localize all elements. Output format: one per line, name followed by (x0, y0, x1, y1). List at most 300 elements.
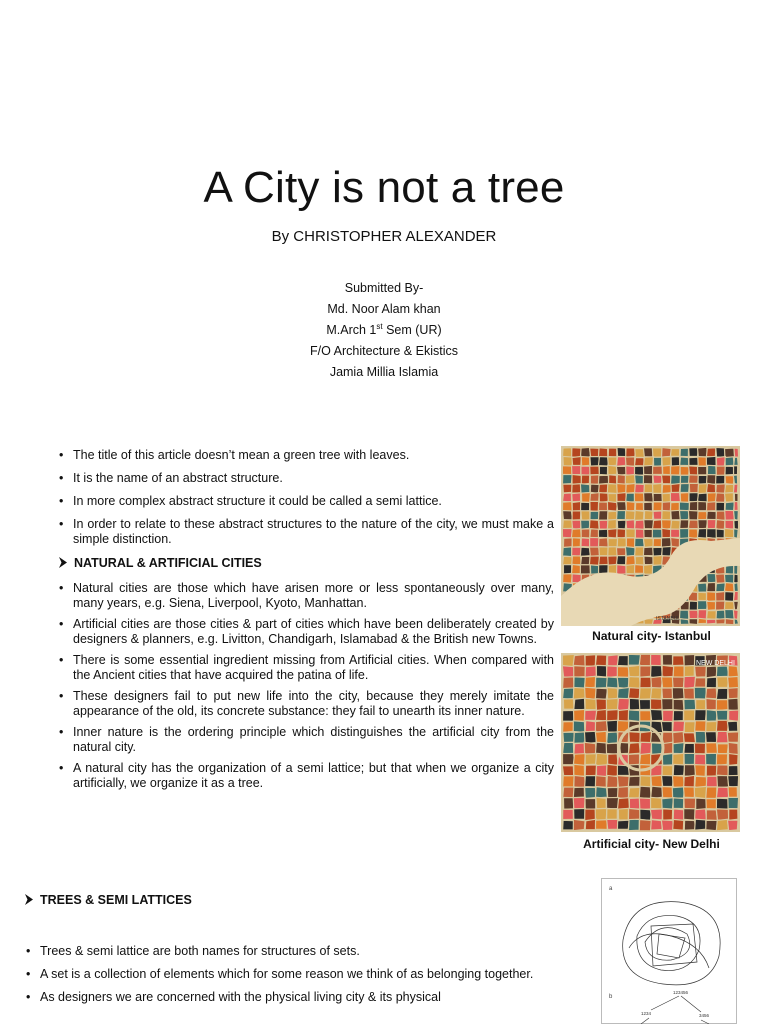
map-block (628, 688, 640, 700)
map-block (662, 493, 671, 502)
map-block (595, 688, 607, 699)
map-block (680, 619, 689, 625)
list-item: • In more complex abstract structure it could be called a semi lattice. (59, 494, 554, 509)
map-block (573, 687, 585, 699)
map-block (574, 666, 586, 677)
map-block (580, 484, 590, 494)
map-block (606, 698, 618, 709)
list-item: • A natural city has the organization of a semi lattice; but that when we organize a city artificially, we organize it as a tree. (59, 761, 554, 791)
map-block (689, 475, 699, 484)
map-block (608, 465, 617, 475)
map-block (689, 529, 699, 538)
map-block (650, 809, 662, 820)
list-item: • The title of this article doesn’t mean a green tree with leaves. (59, 448, 554, 463)
map-block (617, 565, 627, 575)
map-block (729, 710, 739, 721)
section-heading-trees (24, 893, 192, 907)
map-block (694, 743, 705, 754)
map-block (571, 529, 581, 538)
section-heading-text: TREES & SEMI LATTICES (40, 893, 192, 907)
map-block (680, 466, 689, 475)
map-block (672, 688, 684, 700)
map-block (661, 475, 671, 484)
map-block (562, 666, 574, 678)
map-block (695, 666, 707, 677)
map-block (705, 731, 716, 742)
map-block (572, 493, 581, 502)
map-block (598, 457, 608, 467)
map-block (596, 665, 606, 677)
map-block (716, 520, 725, 530)
map-block (590, 501, 599, 511)
map-block (650, 654, 661, 666)
map-block (707, 582, 716, 592)
map-block (725, 510, 735, 520)
map-block (572, 484, 581, 494)
map-block (634, 475, 644, 484)
course-text: M.Arch 1 (326, 323, 377, 337)
map-block (653, 556, 663, 566)
map-block (697, 583, 707, 592)
map-block (680, 483, 690, 492)
map-block (644, 556, 654, 565)
map-block (734, 529, 739, 539)
list-item: • Inner nature is the ordering principle which distinguishes the artificial city from the natural city. (59, 725, 554, 755)
map-block (644, 493, 654, 502)
map-block (628, 743, 640, 755)
faculty-line: F/O Architecture & Ekistics (310, 344, 458, 358)
map-block (572, 465, 581, 474)
map-block (626, 564, 635, 573)
map-block (590, 466, 600, 475)
map-block (617, 820, 629, 829)
map-block (563, 742, 574, 754)
map-block (563, 732, 574, 743)
map-block (661, 721, 672, 731)
map-block (673, 699, 684, 710)
map-block (653, 475, 662, 484)
map-block (640, 677, 652, 689)
map-block (653, 502, 662, 511)
map-block (625, 457, 634, 467)
map-block (716, 700, 728, 711)
map-block (673, 656, 685, 666)
map-block (617, 538, 626, 547)
map-block (574, 808, 586, 819)
map-block (598, 529, 608, 538)
map-block (625, 475, 635, 485)
map-block (608, 448, 617, 457)
map-block (653, 483, 662, 493)
map-block (671, 510, 680, 519)
map-block (683, 787, 695, 798)
map-block (653, 457, 661, 466)
map-block (728, 775, 739, 787)
map-block (634, 520, 644, 530)
arrow-bullet-icon (24, 894, 34, 905)
map-block (651, 797, 663, 809)
map-block (698, 466, 707, 475)
arrow-bullet-icon (58, 557, 68, 568)
map-block (643, 448, 652, 458)
map-block (728, 676, 739, 688)
map-block (639, 798, 651, 810)
map-label: ISTANBUL (656, 616, 681, 622)
map-block (684, 765, 695, 777)
course-ordinal: st (376, 321, 383, 331)
map-block (729, 753, 739, 765)
list-item: • A set is a collection of elements which for some reason we think of as belonging together. (26, 967, 566, 982)
map-block (695, 678, 706, 688)
map-block (707, 611, 717, 620)
map-block (617, 667, 629, 678)
map-block (673, 743, 684, 754)
map-block (706, 619, 716, 624)
map-block (563, 565, 571, 575)
map-block (706, 502, 715, 511)
map-block (661, 677, 673, 689)
diagram-node-left: 1234 (641, 1011, 652, 1016)
map-block (725, 476, 734, 485)
map-block (617, 510, 627, 519)
map-block (734, 466, 738, 475)
map-block (707, 592, 717, 602)
map-block (725, 619, 734, 625)
map-block (616, 456, 625, 466)
map-block (634, 484, 644, 494)
map-block (617, 493, 627, 502)
map-block (585, 655, 596, 667)
map-block (640, 666, 652, 677)
map-block (562, 766, 573, 776)
map-block (574, 698, 585, 710)
map-block (734, 619, 739, 625)
map-block (643, 474, 652, 484)
map-block (644, 502, 653, 511)
new-delhi-map-caption: Artificial city- New Delhi (583, 837, 720, 851)
map-block (585, 798, 596, 809)
map-block (684, 710, 695, 721)
map-block (716, 475, 725, 484)
map-block (628, 654, 640, 665)
map-block (650, 709, 662, 720)
map-block (670, 448, 679, 456)
map-block (644, 519, 654, 528)
map-block (599, 547, 609, 556)
map-block (698, 457, 707, 466)
map-block (694, 786, 706, 798)
map-block (706, 677, 716, 688)
map-block (683, 733, 695, 743)
map-block (596, 797, 606, 808)
map-block (626, 520, 635, 530)
map-block (689, 457, 699, 465)
map-block (698, 501, 707, 510)
map-block (653, 466, 663, 475)
map-block (728, 765, 738, 776)
list-item: • It is the name of an abstract structure. (59, 471, 554, 486)
map-block (563, 798, 574, 810)
map-block (585, 787, 597, 798)
map-block (606, 797, 618, 809)
map-block (734, 510, 739, 520)
map-block (734, 574, 739, 583)
map-block (662, 511, 671, 521)
map-block (706, 666, 717, 678)
map-block (562, 501, 572, 511)
map-block (725, 609, 735, 619)
map-block (643, 538, 653, 547)
map-block (572, 456, 581, 466)
map-block (596, 765, 607, 777)
map-block (639, 786, 651, 798)
map-block (673, 731, 684, 743)
map-block (724, 528, 734, 538)
map-block (697, 601, 707, 611)
map-block (581, 520, 591, 529)
map-block (716, 666, 729, 677)
map-block (572, 538, 580, 547)
list-item: • Trees & semi lattice are both names for structures of sets. (26, 944, 566, 959)
map-block (573, 655, 585, 667)
map-block (628, 808, 640, 820)
map-block (689, 619, 698, 625)
map-block (716, 754, 727, 766)
author-name: Md. Noor Alam khan (327, 302, 441, 316)
map-block (716, 511, 725, 520)
map-block (573, 819, 585, 830)
map-block (640, 809, 652, 821)
map-block (585, 698, 597, 709)
map-block (716, 447, 725, 457)
map-block (662, 699, 673, 710)
map-block (585, 819, 596, 830)
map-block (607, 687, 618, 699)
map-block (734, 520, 739, 529)
map-block (727, 732, 739, 743)
map-block (606, 677, 617, 688)
map-block (670, 502, 679, 511)
map-block (609, 475, 617, 485)
map-block (662, 753, 673, 765)
map-block (580, 547, 590, 556)
map-block (628, 754, 639, 766)
map-block (673, 710, 683, 721)
map-block (595, 742, 607, 754)
map-block (673, 721, 685, 732)
university-line: Jamia Millia Islamia (329, 365, 439, 379)
map-block (599, 538, 609, 547)
section-heading-cities (58, 556, 262, 570)
map-block (695, 731, 706, 743)
map-block (574, 709, 585, 721)
map-block (695, 809, 707, 821)
map-block (563, 556, 573, 565)
map-block (696, 700, 706, 711)
map-block (727, 820, 738, 831)
map-block (585, 710, 597, 721)
map-block (715, 493, 725, 503)
map-block (607, 720, 619, 732)
map-block (617, 655, 629, 665)
map-block (724, 493, 733, 503)
map-block (581, 466, 591, 475)
map-block (651, 775, 663, 787)
map-block (706, 776, 717, 787)
list-item: • As designers we are concerned with the physical living city & its physical (26, 990, 566, 1005)
map-block (585, 666, 596, 678)
map-block (662, 765, 673, 776)
map-block (572, 556, 581, 565)
map-block (662, 665, 674, 677)
map-block (706, 688, 717, 699)
map-block (562, 493, 571, 502)
map-block (585, 676, 596, 688)
map-block (697, 447, 707, 457)
map-block (653, 538, 662, 546)
map-block (716, 502, 725, 511)
map-block (590, 448, 599, 457)
map-block (733, 610, 738, 620)
map-block (662, 798, 674, 810)
map-block (733, 484, 738, 493)
map-block (595, 709, 606, 720)
map-block (573, 787, 584, 798)
map-block (729, 809, 738, 820)
map-block (595, 820, 607, 830)
map-block (695, 765, 706, 777)
map-block (562, 474, 572, 484)
map-block (589, 556, 599, 566)
map-block (628, 787, 640, 798)
map-block (626, 538, 634, 548)
map-block (661, 820, 673, 831)
map-block (706, 820, 718, 830)
map-block (581, 556, 590, 565)
map-block (608, 754, 618, 766)
map-block (634, 510, 644, 520)
map-block (585, 765, 596, 776)
map-block (652, 529, 662, 538)
map-block (725, 592, 734, 602)
map-block (684, 753, 695, 765)
map-block (563, 710, 575, 721)
diagram-label-a: a (609, 886, 613, 892)
map-block (680, 448, 689, 457)
map-block (706, 456, 716, 465)
map-block (617, 520, 626, 529)
map-block (695, 819, 706, 830)
map-block (635, 564, 645, 573)
map-block (689, 483, 698, 492)
map-block (635, 547, 644, 556)
map-block (650, 665, 662, 677)
map-block (717, 677, 729, 688)
map-block (563, 511, 573, 521)
section-heading-text: NATURAL & ARTIFICIAL CITIES (74, 556, 262, 570)
map-block (607, 775, 619, 787)
map-block (734, 601, 739, 610)
map-block (626, 448, 636, 457)
map-block (590, 511, 599, 520)
map-block (734, 448, 739, 457)
map-block (680, 493, 689, 503)
map-block (584, 731, 596, 743)
map-block (733, 591, 738, 600)
map-block (563, 809, 574, 819)
map-block (698, 520, 708, 529)
map-block (734, 457, 739, 465)
map-block (706, 787, 717, 799)
map-block (673, 666, 684, 678)
map-block (628, 776, 640, 786)
istanbul-map-caption: Natural city- Istanbul (592, 629, 711, 643)
map-block (662, 528, 672, 537)
map-block (716, 809, 728, 820)
map-block (626, 501, 635, 511)
map-block (628, 710, 640, 722)
map-block (599, 520, 608, 529)
map-block (563, 688, 574, 700)
map-block (663, 809, 673, 820)
slide-subtitle: By CHRISTOPHER ALEXANDER (271, 228, 497, 245)
map-block (598, 511, 607, 521)
map-block (653, 520, 663, 529)
map-block (707, 519, 716, 529)
map-block (706, 709, 717, 721)
map-block (581, 538, 590, 547)
intro-bullet-list (59, 448, 554, 555)
map-block (727, 721, 737, 731)
map-block (574, 775, 586, 787)
map-block (706, 483, 715, 493)
map-block (683, 688, 694, 700)
map-block (581, 529, 590, 538)
map-block (598, 475, 608, 484)
map-block (643, 547, 653, 556)
map-block (671, 483, 680, 493)
map-block (562, 677, 574, 689)
map-block (716, 798, 728, 809)
map-block (684, 820, 695, 830)
map-block (728, 698, 739, 711)
map-block (617, 677, 629, 688)
map-block (672, 787, 684, 798)
map-block (629, 732, 640, 743)
diagram-label-b: b (609, 994, 613, 1000)
list-item: • These designers fail to put new life into the city, because they merely imitate the appearance of the old, its concrete substance: they fail to unearth its inner nature. (59, 689, 554, 719)
map-block (707, 573, 716, 583)
map-block (599, 466, 607, 475)
map-block (572, 511, 581, 520)
map-block (684, 722, 695, 733)
map-block (563, 538, 572, 548)
map-block (639, 688, 651, 700)
map-block (684, 699, 696, 710)
map-block (679, 510, 689, 520)
map-block (584, 742, 596, 754)
map-block (626, 529, 636, 538)
map-block (635, 502, 643, 510)
submitted-by: Submitted By- (344, 281, 424, 295)
map-block (618, 808, 628, 820)
map-block (635, 529, 644, 539)
map-block (581, 502, 590, 511)
map-block (581, 511, 590, 521)
map-block (634, 466, 644, 475)
map-block (599, 565, 609, 574)
map-block (626, 483, 635, 493)
